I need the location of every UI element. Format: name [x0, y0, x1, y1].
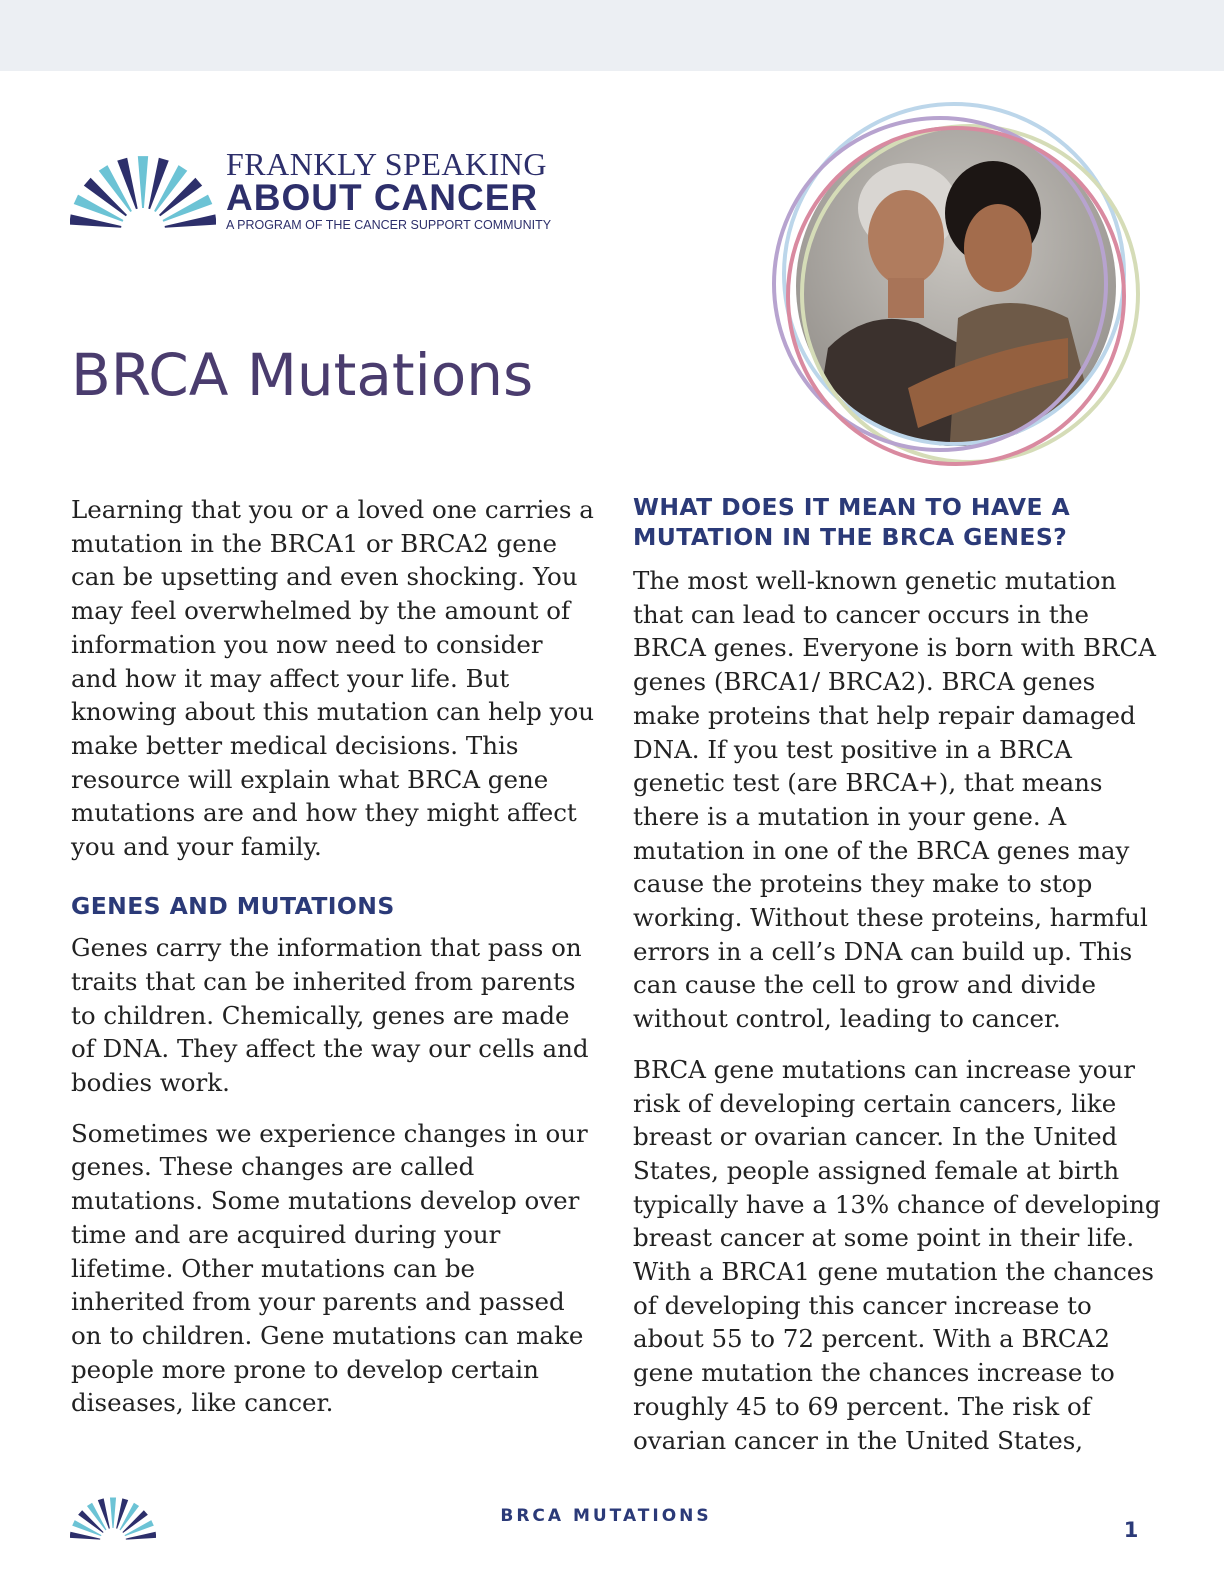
page-number: 1: [1123, 1518, 1139, 1542]
logo-ray: [138, 156, 148, 208]
logo-line-frankly-speaking: FRANKLY SPEAKING: [226, 146, 547, 182]
mutations-paragraph: Sometimes we experience changes in our genes. These changes are called mutations. Some mutations develop over time and are acquired during your lifetime. Other mutations can be inherited from your parents and passed on to children. Gene mutations can make people more prone to develop certain diseases, like cancer.: [71, 1118, 588, 1418]
page-title: BRCA Mutations: [71, 341, 534, 409]
logo-line-about-cancer: ABOUT CANCER: [226, 177, 539, 218]
top-band: [0, 0, 1224, 71]
footer-document-label: BRCA MUTATIONS: [500, 1506, 712, 1526]
right-column: [633, 493, 1163, 1457]
logo-ray: [117, 158, 137, 209]
sunburst-logo-icon: [70, 152, 216, 230]
genes-paragraph: Genes carry the information that pass on traits that can be inherited from parents to children. Chemically, genes are made of DNA. They affect the way our cells and bodies work.: [71, 933, 589, 1098]
logo-tagline: A PROGRAM OF THE CANCER SUPPORT COMMUNITY: [226, 218, 552, 232]
genes-mutations-heading: GENES AND MUTATIONS: [71, 891, 395, 920]
intro-paragraph: Learning that you or a loved one carries a mutation in the BRCA1 or BRCA2 gene can be upsetting and even shocking. You may feel overwhelmed by the amount of information you now need to consider and how it may affect your life. But knowing about this mutation can help you make better medical decisions. This resource will explain what BRCA gene mutations are and how they might affect you and your family.: [71, 495, 595, 862]
mother-daughter-photo: [768, 88, 1148, 472]
left-column: [71, 493, 596, 1420]
logo-ray: [148, 158, 168, 209]
logo-wordmark: [226, 148, 551, 233]
brca-risk-paragraph: BRCA gene mutations can increase your risk of developing certain cancers, like breast or ovarian cancer. In the United States, people assigned female at birth typically have a 13% chance of developing breast cancer at some point in their life. With a BRCA1 gene mutation the chances of developing this cancer increase to about 55 to 72 percent. With a BRCA2 gene mutation the chances increase to roughly 45 to 69 percent. The risk of ovarian cancer in the United States,: [633, 1054, 1161, 1455]
brca-meaning-heading: WHAT DOES IT MEAN TO HAVE A MUTATION IN THE BRCA GENES?: [633, 493, 1071, 551]
brca-genes-paragraph: The most well-known genetic mutation that can lead to cancer occurs in the BRCA genes. Everyone is born with BRCA genes (BRCA1/ BRCA2). BRCA genes make proteins that help repair damaged DNA. If you test positive in a BRCA genetic test (are BRCA+), that means there is a mutation in your gene. A mutation in one of the BRCA genes may cause the proteins they make to stop working. Without these proteins, harmful errors in a cell’s DNA can build up. This can cause the cell to grow and divide without control, leading to cancer.: [633, 566, 1156, 1034]
frankly-speaking-logo: [70, 148, 560, 238]
